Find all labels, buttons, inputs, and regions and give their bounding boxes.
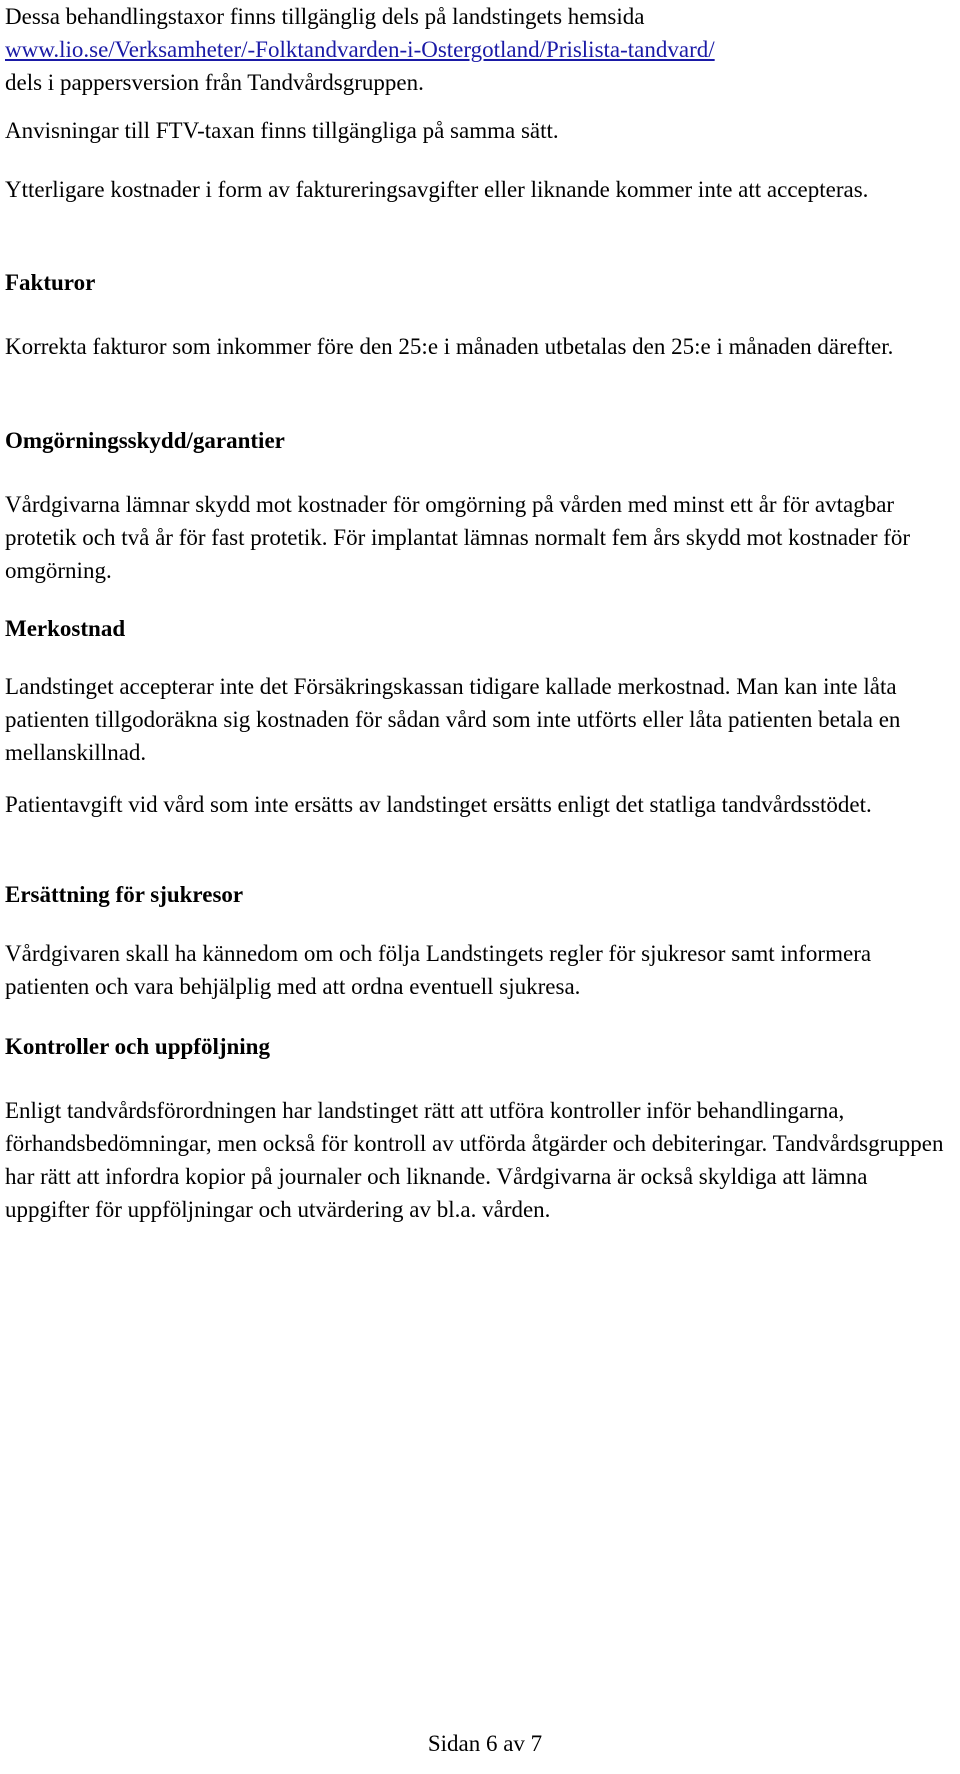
kontroller-heading: Kontroller och uppföljning: [5, 1034, 270, 1059]
prislista-link[interactable]: www.lio.se/Verksamheter/-Folktandvarden-i-Ostergotland/Prislista-tandvard/: [5, 37, 715, 62]
sjukresor-heading: Ersättning för sjukresor: [5, 882, 244, 907]
omgorning-paragraph: Vårdgivarna lämnar skydd mot kostnader för omgörning på vården med minst ett år för avtagbar protetik och två år för fast protetik. För implantat lämnas normalt fem års skydd mot kostnader för omgörning.: [5, 492, 911, 583]
fakturor-paragraph: Korrekta fakturor som inkommer före den 25:e i månaden utbetalas den 25:e i månaden därefter.: [5, 334, 894, 359]
merkostnad-paragraph-2: Patientavgift vid vård som inte ersätts av landstinget ersätts enligt det statliga tandvårdsstödet.: [5, 792, 872, 817]
fakturor-heading: Fakturor: [5, 270, 96, 295]
merkostnad-heading: Merkostnad: [5, 616, 126, 641]
page-number: Sidan 6 av 7: [427, 1731, 543, 1756]
sjukresor-paragraph: Vårdgivaren skall ha kännedom om och följa Landstingets regler för sjukresor samt informera patienten och vara behjälplig med att ordna eventuell sjukresa.: [5, 941, 872, 999]
intro-line: dels i pappersversion från Tandvårdsgruppen.: [5, 70, 424, 95]
omgorning-heading: Omgörningsskydd/garantier: [5, 428, 285, 453]
kontroller-paragraph: Enligt tandvårdsförordningen har landstinget rätt att utföra kontroller inför behandlingarna, förhandsbedömningar, men också för kontroll av utförda åtgärder och debiteringar. Tandvårdsgruppen har rätt att infordra kopior på journaler och liknande. Vårdgivarna är också skyldiga att lämna uppgifter för uppföljningar och utvärdering av bl.a. vården.: [5, 1098, 944, 1222]
intro-line: Dessa behandlingstaxor finns tillgänglig dels på landstingets hemsida: [5, 4, 645, 29]
ytterligare-paragraph: Ytterligare kostnader i form av faktureringsavgifter eller liknande kommer inte att accepteras.: [5, 177, 869, 202]
intro-block: [5, 0, 715, 99]
anvisningar-paragraph: Anvisningar till FTV-taxan finns tillgängliga på samma sätt.: [5, 118, 559, 143]
merkostnad-paragraph-1: Landstinget accepterar inte det Försäkringskassan tidigare kallade merkostnad. Man kan inte låta patienten tillgodoräkna sig kostnaden för sådan vård som inte utförts eller låta patienten betala en mellanskillnad.: [5, 674, 901, 765]
